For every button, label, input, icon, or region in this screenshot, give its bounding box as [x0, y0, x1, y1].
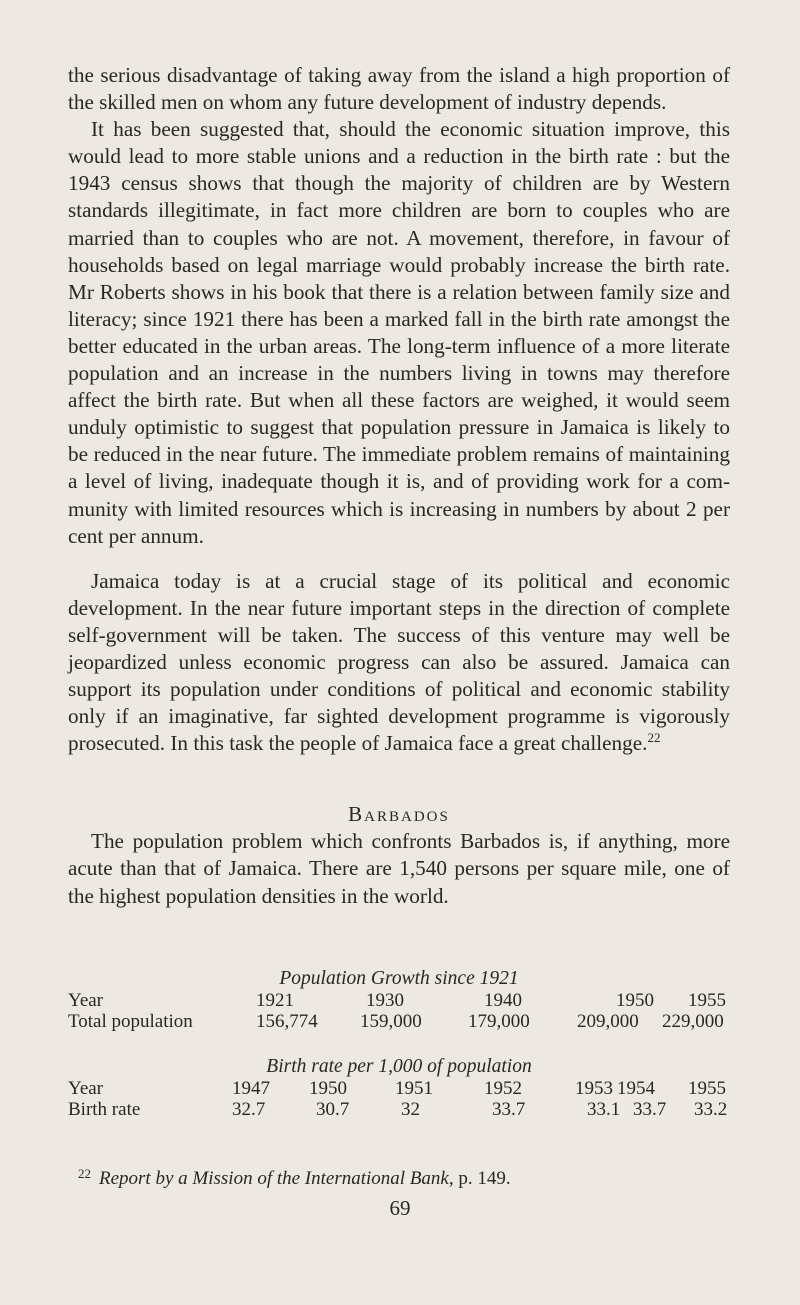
paragraph-barbados: The population problem which confronts Barbados is, if anything, more acute than that of Jamaica. There are 1,540 persons per square mile, one of the highest population densities in the world.	[68, 829, 730, 908]
year-cell: 1955	[688, 990, 726, 1011]
value-cell: 229,000	[662, 1011, 724, 1032]
value-cell: 33.7	[633, 1099, 667, 1120]
birth-table-caption: Birth rate per 1,000 of population	[266, 1056, 532, 1077]
footnote-reference: 22	[647, 730, 661, 746]
footnote	[78, 1166, 511, 1190]
row-label: Birth rate	[68, 1099, 141, 1120]
value-cell: 156,774	[256, 1011, 318, 1032]
section-heading-barbados: Barbados	[348, 802, 450, 827]
value-cell: 209,000	[577, 1011, 639, 1032]
footnote-number: 22	[78, 1166, 91, 1181]
population-growth-table	[68, 968, 730, 1032]
page-number: 69	[389, 1196, 411, 1220]
year-cell: 1954	[617, 1078, 655, 1099]
year-cell: 1953	[575, 1078, 613, 1099]
footnote-title: Report by a Mission of the International Bank,	[99, 1168, 454, 1189]
value-cell: 179,000	[468, 1011, 530, 1032]
population-table-year-row	[68, 990, 730, 1011]
year-cell: 1950	[616, 990, 654, 1011]
row-label: Total population	[68, 1011, 193, 1032]
value-cell: 33.7	[492, 1099, 526, 1120]
value-cell: 33.2	[694, 1099, 728, 1120]
year-cell: 1950	[309, 1078, 347, 1099]
population-table-value-row	[68, 1011, 730, 1032]
value-cell: 32	[401, 1099, 420, 1120]
paragraph-birth-rate: It has been suggested that, should the economic situation improve, this would lead to more stable unions and a reduction in the birth rate : but the 1943 census shows that though the majority of children are by Western standards illegitimate, in fact more children are born to couples who are married than to couples who are not. A movement, therefore, in favour of households based on legal marriage would probably increase the birth rate. Mr Roberts shows in his book that there is a relation between family size and literacy; since 1921 there has been a marked fall in the birth rate amongst the better educated in the urban areas. The long-term influence of a more literate population and an increase in the numbers living in towns may therefore affect the birth rate. But when all these factors are weighed, it would seem unduly optimistic to suggest that population pressure in Jamaica is likely to be reduced in the near future. The immediate problem remains of maintaining a level of living, inadequate though it is, and of providing work for a community with limited resources which is increasing in numbers by about 2 per cent per annum.	[68, 117, 730, 548]
year-label: Year	[68, 990, 104, 1011]
population-table-caption: Population Growth since 1921	[279, 968, 519, 989]
value-cell: 30.7	[316, 1099, 350, 1120]
year-cell: 1930	[366, 990, 404, 1011]
footnote-page: p. 149.	[458, 1168, 511, 1189]
value-cell: 32.7	[232, 1099, 266, 1120]
birth-table-year-row	[68, 1078, 730, 1099]
body-text	[68, 62, 730, 910]
year-cell: 1940	[484, 990, 522, 1011]
paragraph-jamaica-today-text: Jamaica today is at a crucial stage of its political and economic development. In the near future important steps in the direction of complete self-government will be taken. The success of this venture may well be jeopardized unless economic progress can also be assured. Jamaica can support its population under conditions of political and economic stability only if an imaginative, far sighted development programme is vigorously prosecuted. In this task the people of Jamaica face a great challenge.	[68, 568, 730, 756]
year-label: Year	[68, 1078, 104, 1099]
value-cell: 33.1	[587, 1099, 621, 1120]
year-cell: 1955	[688, 1078, 726, 1099]
birth-table-value-row	[68, 1099, 730, 1120]
year-cell: 1921	[256, 990, 294, 1011]
paragraph-jamaica-today	[68, 568, 730, 758]
birth-rate-table	[68, 1056, 730, 1120]
year-cell: 1947	[232, 1078, 270, 1099]
paragraph-continuation: the serious disadvantage of taking away from the island a high proportion of the skilled men on whom any future development of industry depends.	[68, 63, 730, 115]
value-cell: 159,000	[360, 1011, 422, 1032]
year-cell: 1952	[484, 1078, 522, 1099]
year-cell: 1951	[395, 1078, 433, 1099]
